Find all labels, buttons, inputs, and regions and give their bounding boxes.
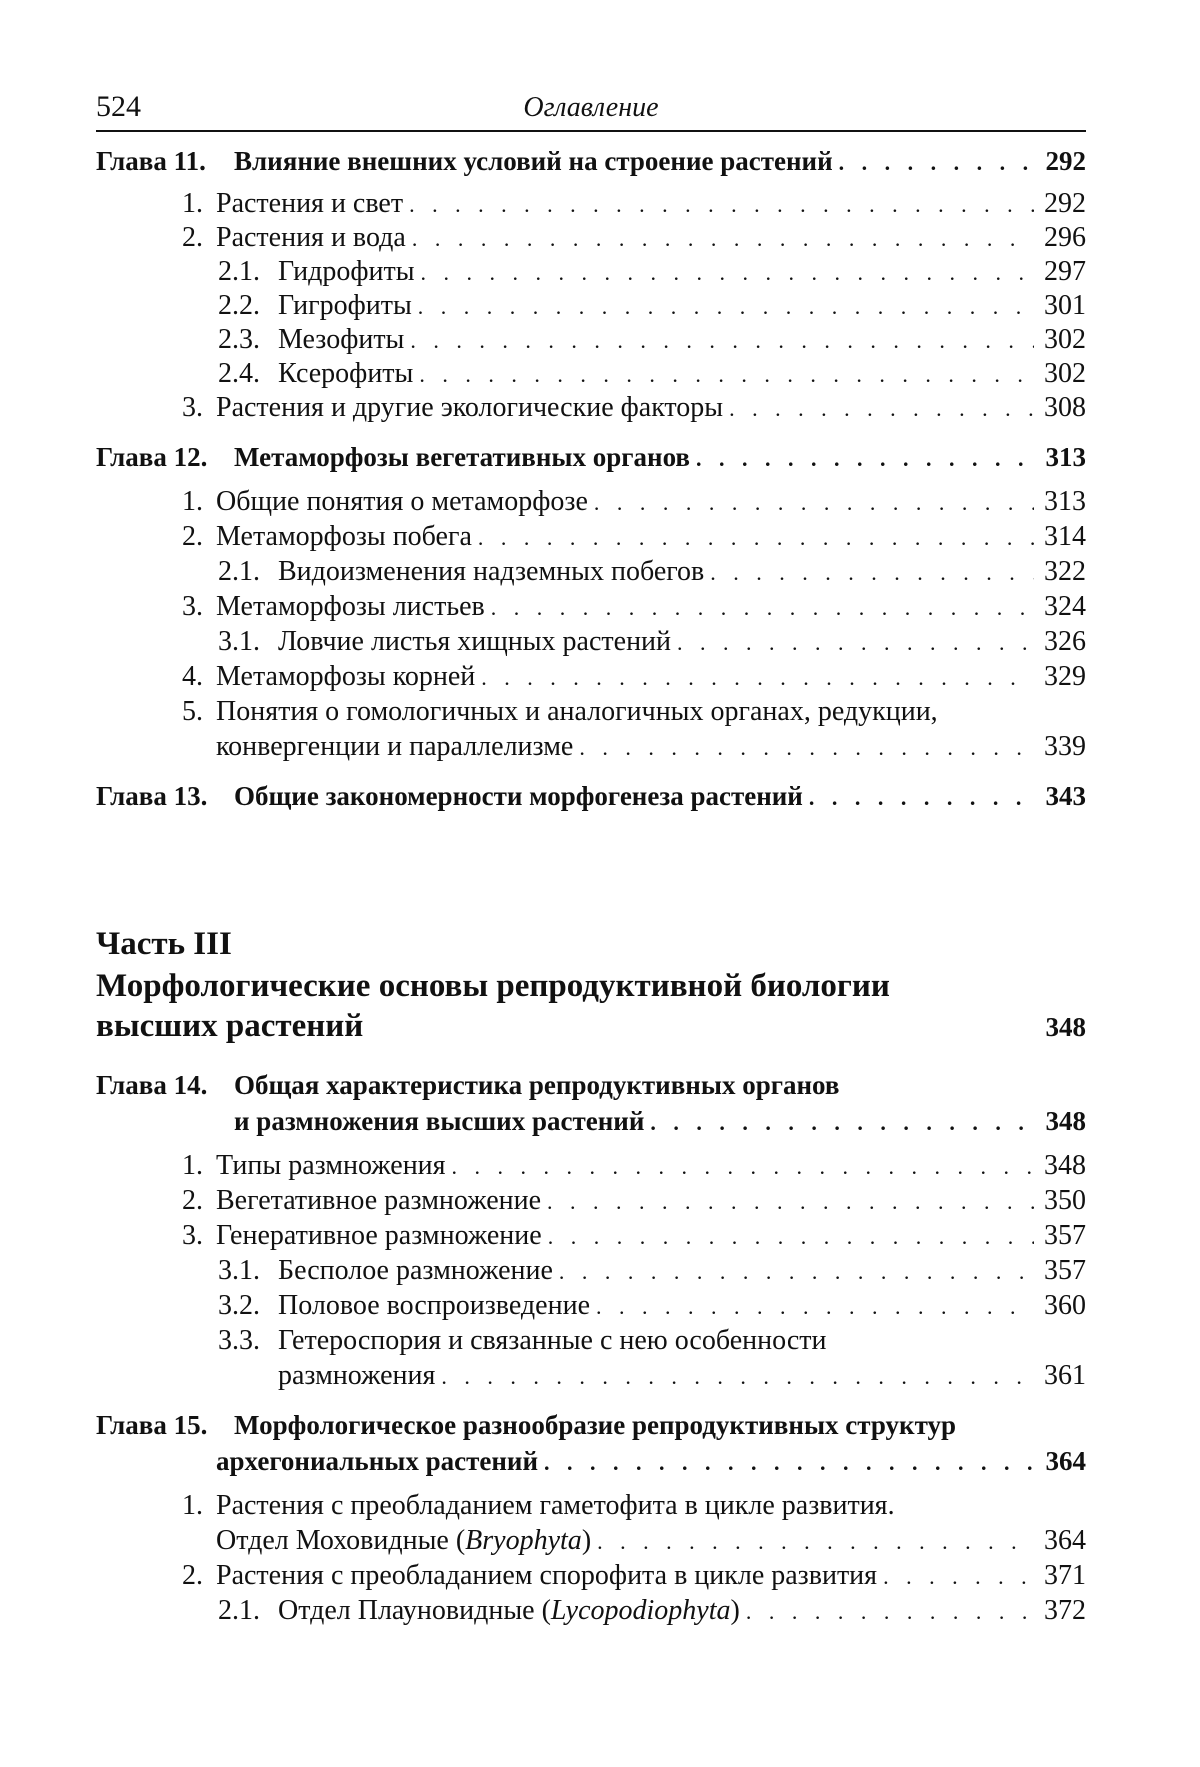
page-ref: 326 xyxy=(1044,626,1086,657)
part-page-ref[interactable]: 348 xyxy=(1045,1012,1086,1042)
page-ref: 314 xyxy=(1044,521,1086,552)
page-ref: 348 xyxy=(1044,1150,1086,1181)
page-ref: 329 xyxy=(1044,661,1086,692)
chapter-label: Глава 14. xyxy=(96,1070,208,1100)
entry-title-text: Отдел Плауновидные ( xyxy=(278,1595,551,1626)
entry-title: Бесполое размножение xyxy=(278,1255,553,1286)
leader-dots xyxy=(746,1599,1034,1625)
entry-title: Половое воспроизведение xyxy=(278,1290,590,1321)
toc-entry[interactable] xyxy=(182,1185,1086,1219)
toc-chapter-13[interactable] xyxy=(96,781,1086,815)
page-number: 524 xyxy=(96,90,141,123)
entry-title: Метаморфозы побега xyxy=(216,521,472,552)
page-ref: 292 xyxy=(1045,146,1086,176)
page-ref: 339 xyxy=(1044,731,1086,762)
page-ref: 322 xyxy=(1044,556,1086,587)
entry-title xyxy=(278,1595,740,1627)
toc-chapter-14-first-line[interactable] xyxy=(96,1070,839,1104)
entry-number: 2. xyxy=(182,1185,203,1216)
toc-entry[interactable] xyxy=(182,392,1086,426)
leader-dots xyxy=(491,595,1034,621)
toc-entry-first-line[interactable] xyxy=(182,696,938,730)
entry-number: 1. xyxy=(182,486,203,517)
toc-entry[interactable] xyxy=(182,661,1086,695)
page-ref: 364 xyxy=(1045,1446,1086,1476)
entry-title: Растения с преобладанием спорофита в цикле развития xyxy=(216,1560,878,1591)
chapter-label: Глава 12. xyxy=(96,442,208,472)
leader-dots xyxy=(452,1154,1034,1180)
toc-entry[interactable] xyxy=(182,222,1086,256)
leader-dots xyxy=(809,785,1034,811)
toc-entry[interactable] xyxy=(216,731,1086,765)
toc-entry[interactable] xyxy=(182,1150,1086,1184)
toc-entry[interactable] xyxy=(218,324,1086,358)
entry-number: 2. xyxy=(182,1560,203,1591)
entry-number: 3. xyxy=(182,591,203,622)
entry-number: 2.1. xyxy=(218,556,260,587)
page-ref: 357 xyxy=(1044,1255,1086,1286)
toc-entry[interactable] xyxy=(218,256,1086,290)
entry-title: Растения и свет xyxy=(216,188,404,219)
toc-chapter-11[interactable] xyxy=(96,146,1086,180)
leader-dots xyxy=(839,150,1034,176)
leader-dots xyxy=(419,362,1034,388)
latin-taxon-name: Bryophyta xyxy=(465,1525,582,1556)
toc-entry[interactable] xyxy=(218,626,1086,660)
leader-dots xyxy=(883,1564,1034,1590)
entry-title: Растения и другие экологические факторы xyxy=(216,392,724,423)
leader-dots xyxy=(544,1450,1034,1476)
chapter-title: Влияние внешних условий на строение растений xyxy=(234,146,833,176)
page-ref: 364 xyxy=(1044,1525,1086,1556)
closing-paren: ) xyxy=(730,1595,740,1626)
toc-entry[interactable] xyxy=(182,1220,1086,1254)
leader-dots xyxy=(412,226,1034,252)
page-ref: 360 xyxy=(1044,1290,1086,1321)
entry-number: 1. xyxy=(182,188,203,219)
leader-dots xyxy=(481,665,1034,691)
entry-title: Ксерофиты xyxy=(278,358,414,389)
part-title: Морфологические основы репродуктивной биологии xyxy=(96,968,890,1004)
leader-dots xyxy=(548,1224,1034,1250)
leader-dots xyxy=(579,735,1034,761)
part-number: Часть III xyxy=(96,926,232,962)
entry-title: Гидрофиты xyxy=(278,256,415,287)
entry-number: 2.1. xyxy=(218,256,260,287)
leader-dots xyxy=(597,1529,1034,1555)
running-title: Оглавление xyxy=(523,92,659,123)
toc-entry[interactable] xyxy=(182,1560,1086,1594)
page-ref: 296 xyxy=(1044,222,1086,253)
page-ref: 313 xyxy=(1045,442,1086,472)
entry-title-continued: размножения xyxy=(278,1360,436,1391)
entry-number: 3.3. xyxy=(218,1325,260,1356)
page-ref: 302 xyxy=(1044,324,1086,355)
entry-title-text: Отдел Моховидные ( xyxy=(216,1525,466,1556)
entry-title: Видоизменения надземных побегов xyxy=(278,556,705,587)
leader-dots xyxy=(418,294,1034,320)
toc-entry[interactable] xyxy=(218,290,1086,324)
entry-title: Гигрофиты xyxy=(278,290,412,321)
leader-dots xyxy=(409,192,1034,218)
leader-dots xyxy=(559,1259,1034,1285)
toc-entry[interactable] xyxy=(182,521,1086,555)
leader-dots xyxy=(421,260,1034,286)
leader-dots xyxy=(441,1364,1034,1390)
toc-entry[interactable] xyxy=(218,1255,1086,1289)
toc-entry[interactable] xyxy=(182,188,1086,222)
page-ref: 324 xyxy=(1044,591,1086,622)
entry-number: 4. xyxy=(182,661,203,692)
entry-title: Типы размножения xyxy=(216,1150,446,1181)
toc-entry[interactable] xyxy=(218,358,1086,392)
toc-chapter-15[interactable] xyxy=(216,1446,1086,1480)
page-ref: 371 xyxy=(1044,1560,1086,1591)
entry-title-continued xyxy=(216,1525,591,1557)
entry-number: 3. xyxy=(182,392,203,423)
page-ref: 297 xyxy=(1044,256,1086,287)
page-ref: 361 xyxy=(1044,1360,1086,1391)
toc-entry[interactable] xyxy=(218,1595,1086,1629)
entry-number: 2.2. xyxy=(218,290,260,321)
toc-chapter-14[interactable] xyxy=(234,1106,1086,1140)
leader-dots xyxy=(650,1110,1034,1136)
entry-title: Растения и вода xyxy=(216,222,406,253)
chapter-label: Глава 15. xyxy=(96,1410,208,1440)
leader-dots xyxy=(696,446,1034,472)
chapter-title: Общие закономерности морфогенеза растений xyxy=(234,781,803,811)
leader-dots xyxy=(677,630,1034,656)
chapter-title-continued: и размножения высших растений xyxy=(234,1106,645,1136)
latin-taxon-name: Lycopodiophyta xyxy=(550,1595,731,1626)
page-ref: 348 xyxy=(1045,1106,1086,1136)
page-ref: 301 xyxy=(1044,290,1086,321)
entry-title: Вегетативное размножение xyxy=(216,1185,542,1216)
leader-dots xyxy=(710,560,1034,586)
entry-number: 5. xyxy=(182,696,203,727)
page-ref: 313 xyxy=(1044,486,1086,517)
page-ref: 343 xyxy=(1045,781,1086,811)
entry-title: Метаморфозы листьев xyxy=(216,591,485,622)
entry-number: 3.1. xyxy=(218,626,260,657)
chapter-title: Общая характеристика репродуктивных органов xyxy=(234,1070,840,1100)
page-ref: 350 xyxy=(1044,1185,1086,1216)
chapter-title-continued: архегониальных растений xyxy=(216,1446,538,1476)
page-ref: 302 xyxy=(1044,358,1086,389)
leader-dots xyxy=(478,525,1034,551)
entry-number: 2.4. xyxy=(218,358,260,389)
entry-title: Мезофиты xyxy=(278,324,405,355)
entry-number: 2. xyxy=(182,521,203,552)
part-title-continued: высших растений xyxy=(96,1008,364,1044)
leader-dots xyxy=(410,328,1034,354)
page-ref: 357 xyxy=(1044,1220,1086,1251)
leader-dots xyxy=(594,490,1034,516)
page-ref: 292 xyxy=(1044,188,1086,219)
entry-title: Общие понятия о метаморфозе xyxy=(216,486,588,517)
toc-entry[interactable] xyxy=(218,1290,1086,1324)
entry-number: 1. xyxy=(182,1490,203,1521)
leader-dots xyxy=(596,1294,1034,1320)
entry-title: Понятия о гомологичных и аналогичных органах, редукции, xyxy=(216,696,938,727)
page-ref: 372 xyxy=(1044,1595,1086,1626)
entry-number: 2. xyxy=(182,222,203,253)
closing-paren: ) xyxy=(581,1525,592,1556)
chapter-label: Глава 11. xyxy=(96,146,206,176)
entry-title-continued: конвергенции и параллелизме xyxy=(216,731,574,762)
toc-entry[interactable] xyxy=(216,1525,1086,1559)
entry-number: 3. xyxy=(182,1220,203,1251)
leader-dots xyxy=(729,396,1034,422)
entry-title: Ловчие листья хищных растений xyxy=(278,626,672,657)
toc-entry[interactable] xyxy=(278,1360,1086,1394)
running-header xyxy=(96,90,1086,132)
leader-dots xyxy=(547,1189,1034,1215)
entry-number: 3.2. xyxy=(218,1290,260,1321)
entry-title: Растения с преобладанием гаметофита в цикле развития. xyxy=(216,1490,895,1521)
chapter-label: Глава 13. xyxy=(96,781,208,811)
entry-title: Гетероспория и связанные с нею особенности xyxy=(278,1325,827,1356)
toc-chapter-15-first-line[interactable] xyxy=(96,1410,956,1444)
toc-entry[interactable] xyxy=(218,556,1086,590)
chapter-title: Морфологическое разнообразие репродуктивных структур xyxy=(234,1410,956,1440)
entry-number: 2.3. xyxy=(218,324,260,355)
toc-chapter-12[interactable] xyxy=(96,442,1086,476)
page-ref: 308 xyxy=(1044,392,1086,423)
entry-number: 3.1. xyxy=(218,1255,260,1286)
chapter-title: Метаморфозы вегетативных органов xyxy=(234,442,690,472)
toc-entry[interactable] xyxy=(182,591,1086,625)
entry-number: 1. xyxy=(182,1150,203,1181)
entry-number: 2.1. xyxy=(218,1595,260,1626)
entry-title: Генеративное размножение xyxy=(216,1220,542,1251)
entry-title: Метаморфозы корней xyxy=(216,661,476,692)
toc-entry-first-line[interactable] xyxy=(218,1325,826,1359)
toc-entry[interactable] xyxy=(182,486,1086,520)
toc-entry-first-line[interactable] xyxy=(182,1490,895,1524)
